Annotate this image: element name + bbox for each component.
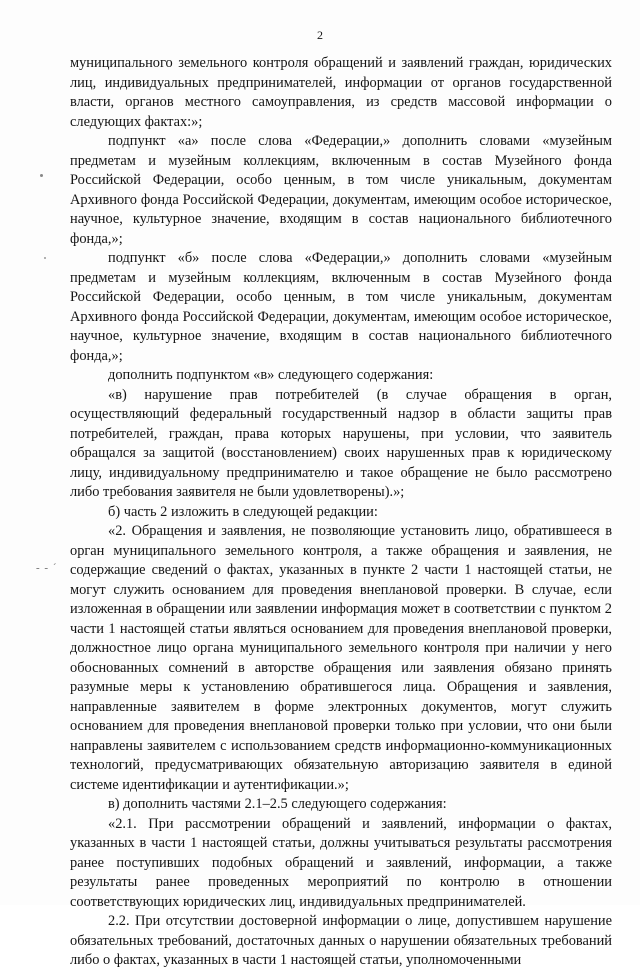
paragraph: муниципального земельного контроля обращений и заявлений граждан, юридических лиц, индивидуальных предпринимателей, информации от органов государственной власти, органов местного самоуправления, из средств массовой информации о следующих фактах:»;	[70, 55, 612, 130]
page-number: 2	[317, 28, 323, 42]
margin-speck	[40, 174, 43, 177]
paragraph: «2.1. При рассмотрении обращений и заявлений, информации о фактах, указанных в части 1 настоящей статьи, должны учитываться результаты рассмотрения ранее поступивших подобных обращений и заявлений, информации, а также результаты ранее проведенных мероприятий по контролю в отношении соответствующих юридических лиц, индивидуальных предпринимателей.	[70, 815, 612, 910]
document-body	[70, 54, 612, 971]
paragraph: «в) нарушение прав потребителей (в случае обращения в орган, осуществляющий федеральный государственный надзор в области защиты прав потребителей, граждан, права которых нарушены, при условии, что заявитель обращался за защитой (восстановлением) своих нарушенных прав к юридическому лицу, индивидуальному предпринимателю и такое обращение не было рассмотрено либо требования заявителя не были удовлетворены).»;	[70, 386, 612, 500]
paragraph: «2. Обращения и заявления, не позволяющие установить лицо, обратившееся в орган муниципального земельного контроля, а также обращения и заявления, не содержащие сведений о фактах, указанных в пункте 2 части 1 настоящей статьи, не могут служить основанием для проведения внеплановой проверки. В случае, если изложенная в обращении или заявлении информация может в соответствии с пунктом 2 части 1 настоящей статьи являться основанием для проведения внеплановой проверки, должностное лицо органа муниципального земельного контроля при наличии у него обоснованных сомнений в авторстве обращения или заявления обязано принять разумные меры к установлению обратившегося лица. Обращения и заявления, направленные заявителем в форме электронных документов, могут служить основанием для проведения внеплановой проверки только при условии, что они были направлены заявителем с использованием средств информационно-коммуникационных технологий, предусматривающих обязательную авторизацию заявителя в единой системе идентификации и аутентификации.»;	[70, 523, 612, 793]
paragraph: дополнить подпунктом «в» следующего содержания:	[108, 367, 434, 383]
paragraph: 2.2. При отсутствии достоверной информации о лице, допустившем нарушение обязательных требований, достаточных данных о нарушении обязательных требований либо о фактах, указанных в части 1 настоящей статьи, уполномоченными	[70, 913, 612, 968]
paragraph: б) часть 2 изложить в следующей редакции:	[108, 503, 378, 520]
margin-speck	[44, 257, 46, 259]
paragraph: подпункт «б» после слова «Федерации,» дополнить словами «музейным предметам и музейным коллекциям, включенным в состав Музейного фонда Российской Федерации, особо ценным, в том числе уникальным, документам Архивного фонда Российской Федерации, документам, имеющим особое историческое, научное, культурное значение, входящим в состав национального библиотечного фонда,»;	[70, 250, 612, 364]
margin-pencil-mark: - - ˊ	[36, 562, 58, 574]
paragraph: подпункт «а» после слова «Федерации,» дополнить словами «музейным предметам и музейным коллекциям, включенным в состав Музейного фонда Российской Федерации, особо ценным, в том числе уникальным, документам Архивного фонда Российской Федерации, документам, имеющим особое историческое, научное, культурное значение, входящим в состав национального библиотечного фонда,»;	[70, 133, 612, 247]
paragraph: в) дополнить частями 2.1–2.5 следующего содержания:	[108, 796, 447, 812]
